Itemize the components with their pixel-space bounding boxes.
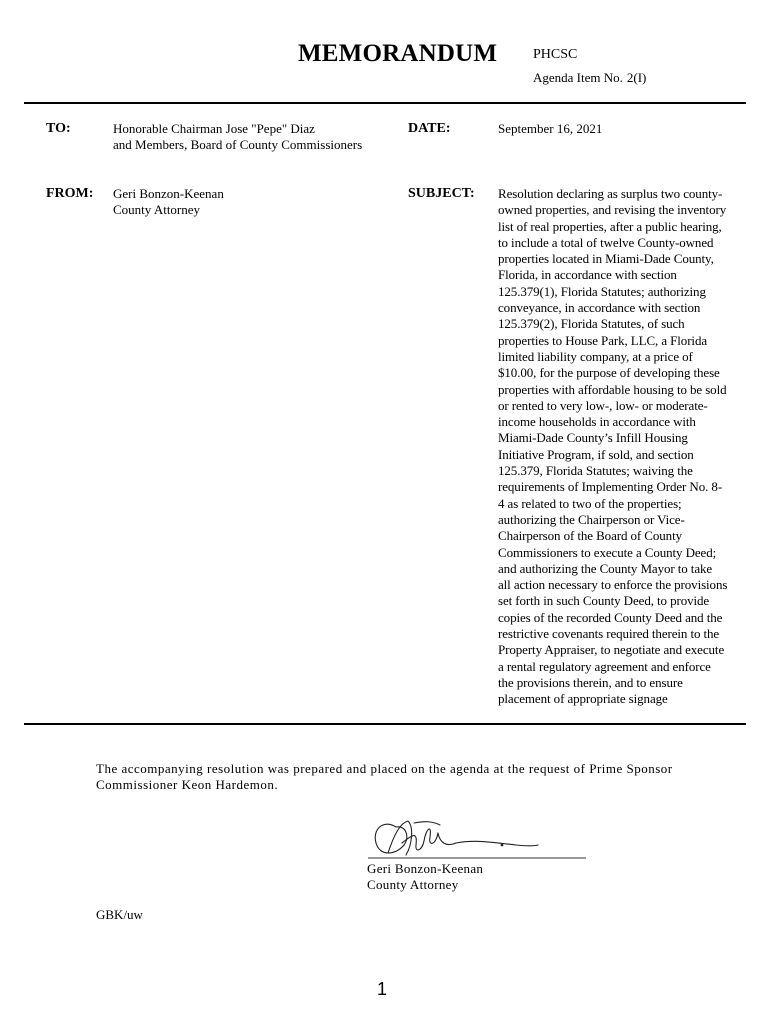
top-divider — [24, 102, 746, 104]
typist-initials: GBK/uw — [96, 907, 143, 922]
page-number: 1 — [377, 979, 388, 999]
from-label: FROM: — [46, 186, 94, 201]
to-label: TO: — [46, 121, 71, 136]
from-line-1: Geri Bonzon-Keenan — [113, 186, 224, 201]
date-value: September 16, 2021 — [498, 121, 603, 136]
agenda-item — [533, 70, 646, 86]
handwritten-signature — [366, 815, 591, 865]
subject-text: Resolution declaring as surplus two county- owned properties, and revising the inventory list of real properties, after a public hearing, to include a total of twelve County-owned properties located in Miami-Dade County, Florida, in accordance with section 125.379(1), Florida Statutes; authorizing conveyance, in accordance with section 125.379(2), Florida Statutes, of such properties to House Park, LLC, a Florida limited liability company, at a price of $10.00, for the purpose of developing these properties with affordable housing to be sold or rented to very low-, low- or moderate- income households in accordance with Miami-Dade County’s Infill Housing Initiative Program, if sold, and section 125.379, Florida Statutes; waiving the requirements of Implementing Order No. 8- 4 as related to two of the properties; authorizing the Chairperson or Vice- Chairperson of the Board of County Commissioners to execute a County Deed; and authorizing the County Mayor to take all action necessary to enforce the provisions set forth in such County Deed, to provide copies of the recorded County Deed and the restrictive covenants required therein to the Property Appraiser, to negotiate and execute a rental regulatory agreement and enforce the provisions therein, and to ensure placement of appropriate signage — [498, 186, 728, 707]
date-label: DATE: — [408, 121, 451, 136]
to-line-1: Honorable Chairman Jose "Pepe" Diaz — [113, 121, 315, 136]
bottom-divider — [24, 723, 746, 725]
body-paragraph: The accompanying resolution was prepared and placed on the agenda at the request of Prime Sponsor Commissioner Keon Hardemon. — [96, 761, 673, 793]
subject-label: SUBJECT: — [408, 186, 475, 201]
memo-title: MEMORANDUM — [298, 40, 498, 67]
signature-name-title: Geri Bonzon-Keenan County Attorney — [367, 861, 484, 893]
committee-code: PHCSC — [533, 47, 578, 62]
agenda-item-number: 2(I) — [626, 70, 647, 85]
agenda-item-label: Agenda Item No. — [533, 70, 623, 85]
from-line-2: County Attorney — [113, 202, 201, 218]
to-line-2: and Members, Board of County Commissioners — [113, 137, 363, 153]
from-sender — [113, 186, 224, 219]
to-recipient — [113, 121, 362, 154]
